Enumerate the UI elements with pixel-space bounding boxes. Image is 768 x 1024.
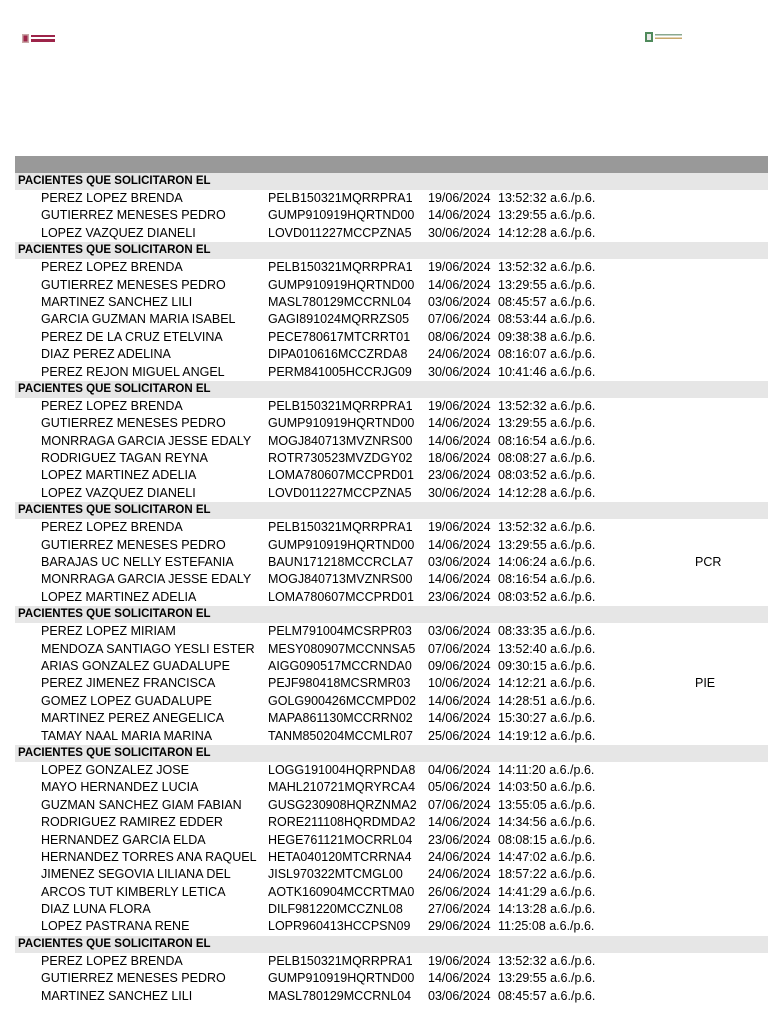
request-date: 18/06/2024: [428, 451, 491, 466]
request-date: 30/06/2024: [428, 364, 491, 379]
request-time: 18:57:22 a.6./p.6.: [498, 867, 596, 882]
request-date: 03/06/2024: [428, 294, 491, 309]
patient-name: GUTIERREZ MENESES PEDRO: [41, 971, 226, 986]
request-time: 14:47:02 a.6./p.6.: [498, 849, 596, 864]
table-row: [15, 225, 768, 242]
patient-name: PEREZ DE LA CRUZ ETELVINA: [41, 329, 223, 344]
request-time: 14:28:51 a.6./p.6.: [498, 693, 596, 708]
request-time: 14:34:56 a.6./p.6.: [498, 815, 596, 830]
request-time: 11:25:08 a.6./p.6.: [498, 919, 595, 934]
patient-name: MENDOZA SANTIAGO YESLI ESTER: [41, 641, 255, 656]
request-date: 30/06/2024: [428, 485, 491, 500]
table-row: [15, 710, 768, 727]
request-date: 26/06/2024: [428, 884, 491, 899]
patient-name: PEREZ JIMENEZ FRANCISCA: [41, 676, 216, 691]
request-date: 27/06/2024: [428, 902, 491, 917]
request-date: 10/06/2024: [428, 676, 491, 691]
patient-id: MAHL210721MQRYRCA4: [268, 780, 416, 795]
request-time: 09:38:38 a.6./p.6.: [498, 329, 596, 344]
patient-name: GUTIERREZ MENESES PEDRO: [41, 277, 226, 292]
patient-name: LOPEZ PASTRANA RENE: [41, 919, 190, 934]
patient-name: LOPEZ MARTINEZ ADELIA: [41, 589, 197, 604]
request-time: 08:53:44 a.6./p.6.: [498, 312, 596, 327]
patient-name: PEREZ REJON MIGUEL ANGEL: [41, 364, 225, 379]
patient-id: AOTK160904MCCRTMA0: [268, 884, 415, 899]
patient-id: BAUN171218MCCRCLA7: [268, 555, 414, 570]
table-row: [15, 519, 768, 536]
table-row: [15, 277, 768, 294]
group-header: PACIENTES QUE SOLICITARON EL: [15, 381, 768, 398]
request-date: 14/06/2024: [428, 208, 491, 223]
patient-name: PEREZ LOPEZ BRENDA: [41, 953, 183, 968]
table-row: [15, 190, 768, 207]
table-row: [15, 485, 768, 502]
request-time: 08:16:54 a.6./p.6.: [498, 572, 596, 587]
patient-name: PEREZ LOPEZ MIRIAM: [41, 624, 176, 639]
request-time: 14:41:29 a.6./p.6.: [498, 884, 596, 899]
request-time: 08:03:52 a.6./p.6.: [498, 589, 596, 604]
request-date: 07/06/2024: [428, 641, 491, 656]
patient-id: TANM850204MCCMLR07: [268, 728, 413, 743]
request-date: 19/06/2024: [428, 260, 491, 275]
request-date: 14/06/2024: [428, 693, 491, 708]
table-row: [15, 849, 768, 866]
patient-id: LOMA780607MCCPRD01: [268, 589, 414, 604]
table-row: [15, 779, 768, 796]
table-row: [15, 988, 768, 1005]
patient-id: GUMP910919HQRTND00: [268, 537, 415, 552]
patient-name: MONRRAGA GARCIA JESSE EDALY: [41, 433, 252, 448]
patient-id: PELB150321MQRRPRA1: [268, 953, 413, 968]
request-time: 13:29:55 a.6./p.6.: [498, 537, 596, 552]
request-time: 14:06:24 a.6./p.6.: [498, 555, 596, 570]
table-row: [15, 641, 768, 658]
patient-id: HEGE761121MOCRRL04: [268, 832, 413, 847]
request-date: 14/06/2024: [428, 971, 491, 986]
table-row: [15, 294, 768, 311]
request-date: 03/06/2024: [428, 988, 491, 1003]
table-row: [15, 918, 768, 935]
patient-name: TAMAY NAAL MARIA MARINA: [41, 728, 213, 743]
patient-name: PEREZ LOPEZ BRENDA: [41, 191, 183, 205]
patient-name: GUTIERREZ MENESES PEDRO: [41, 208, 226, 223]
patient-name: BARAJAS UC NELLY ESTEFANIA: [41, 555, 234, 570]
table-row: [15, 329, 768, 346]
patient-id: MAPA861130MCCRRN02: [268, 711, 413, 726]
request-date: 23/06/2024: [428, 832, 491, 847]
request-time: 08:45:57 a.6./p.6.: [498, 988, 596, 1003]
patient-name: PEREZ LOPEZ BRENDA: [41, 260, 183, 275]
table-row: [15, 207, 768, 224]
request-time: 14:12:28 a.6./p.6.: [498, 225, 596, 240]
patient-name: GUTIERREZ MENESES PEDRO: [41, 416, 226, 431]
table-row: [15, 675, 768, 692]
patient-id: LOMA780607MCCPRD01: [268, 468, 414, 483]
request-date: 19/06/2024: [428, 398, 491, 413]
patient-name: LOPEZ GONZALEZ JOSE: [41, 762, 189, 777]
table-row: [15, 814, 768, 831]
request-time: 08:08:27 a.6./p.6.: [498, 451, 596, 466]
patient-id: MESY080907MCCNNSA5: [268, 641, 416, 656]
request-time: 13:52:32 a.6./p.6.: [498, 398, 596, 413]
patient-id: LOVD011227MCCPZNA5: [268, 485, 412, 500]
request-time: 13:29:55 a.6./p.6.: [498, 416, 596, 431]
request-time: 09:30:15 a.6./p.6.: [498, 658, 596, 673]
request-time: 13:29:55 a.6./p.6.: [498, 277, 596, 292]
request-date: 14/06/2024: [428, 416, 491, 431]
patient-name: JIMENEZ SEGOVIA LILIANA DEL: [41, 867, 231, 882]
patient-name: PEREZ LOPEZ BRENDA: [41, 520, 183, 535]
request-date: 19/06/2024: [428, 520, 491, 535]
request-date: 19/06/2024: [428, 191, 491, 205]
group-header: PACIENTES QUE SOLICITARON EL: [15, 606, 768, 623]
request-time: 13:52:40 a.6./p.6.: [498, 641, 596, 656]
request-date: 23/06/2024: [428, 589, 491, 604]
table-row: [15, 953, 768, 970]
patient-id: GUSG230908HQRZNMA2: [268, 797, 417, 812]
request-date: 14/06/2024: [428, 572, 491, 587]
request-time: 13:55:05 a.6./p.6.: [498, 797, 596, 812]
patient-id: DIPA010616MCCZRDA8: [268, 347, 408, 362]
request-date: 29/06/2024: [428, 919, 491, 934]
patient-name: MARTINEZ PEREZ ANEGELICA: [41, 711, 225, 726]
test-tag: PIE: [695, 676, 716, 691]
table-row: [15, 364, 768, 381]
patient-id: DILF981220MCCZNL08: [268, 902, 403, 917]
table-row: [15, 554, 768, 571]
request-time: 08:08:15 a.6./p.6.: [498, 832, 596, 847]
request-date: 24/06/2024: [428, 867, 491, 882]
patient-id: GAGI891024MQRRZS05: [268, 312, 410, 327]
patient-id: PELB150321MQRRPRA1: [268, 191, 413, 205]
request-date: 04/06/2024: [428, 762, 491, 777]
request-date: 24/06/2024: [428, 347, 491, 362]
table-row: [15, 797, 768, 814]
request-time: 13:29:55 a.6./p.6.: [498, 971, 596, 986]
patient-name: HERNANDEZ TORRES ANA RAQUEL: [41, 849, 257, 864]
table-row: [15, 884, 768, 901]
patient-id: LOVD011227MCCPZNA5: [268, 225, 412, 240]
request-time: 14:12:28 a.6./p.6.: [498, 485, 596, 500]
request-time: 08:16:07 a.6./p.6.: [498, 347, 596, 362]
group-header: PACIENTES QUE SOLICITARON EL: [15, 242, 768, 259]
patient-id: ROTR730523MVZDGY02: [268, 451, 413, 466]
test-tag: PCR: [695, 555, 722, 570]
patient-id: MOGJ840713MVZNRS00: [268, 433, 413, 448]
request-date: 14/06/2024: [428, 815, 491, 830]
patient-id: PELB150321MQRRPRA1: [268, 520, 413, 535]
request-time: 13:52:32 a.6./p.6.: [498, 520, 596, 535]
request-date: 03/06/2024: [428, 555, 491, 570]
table-row: [15, 832, 768, 849]
patient-name: GUZMAN SANCHEZ GIAM FABIAN: [41, 797, 242, 812]
patient-name: MAYO HERNANDEZ LUCIA: [41, 780, 199, 795]
patient-name: GARCIA GUZMAN MARIA ISABEL: [41, 312, 236, 327]
patient-name: HERNANDEZ GARCIA ELDA: [41, 832, 206, 847]
government-logo: [22, 31, 56, 42]
request-time: 08:45:57 a.6./p.6.: [498, 294, 596, 309]
group-header: PACIENTES QUE SOLICITARON EL: [15, 502, 768, 519]
request-date: 30/06/2024: [428, 225, 491, 240]
request-time: 10:41:46 a.6./p.6.: [498, 364, 596, 379]
patient-id: PEJF980418MCSRMR03: [268, 676, 411, 691]
request-time: 14:19:12 a.6./p.6.: [498, 728, 596, 743]
patient-id: HETA040120MTCRRNA4: [268, 849, 412, 864]
table-row: [15, 762, 768, 779]
patient-name: DIAZ PEREZ ADELINA: [41, 347, 171, 362]
request-date: 14/06/2024: [428, 433, 491, 448]
patient-id: MOGJ840713MVZNRS00: [268, 572, 413, 587]
patient-id: LOPR960413HCCPSN09: [268, 919, 411, 934]
patient-id: GUMP910919HQRTND00: [268, 277, 415, 292]
patient-id: PELM791004MCSRPR03: [268, 624, 412, 639]
table-row: [15, 398, 768, 415]
request-time: 13:52:32 a.6./p.6.: [498, 260, 596, 275]
table-row: [15, 623, 768, 640]
patient-id: AIGG090517MCCRNDA0: [268, 658, 412, 673]
patient-id: GOLG900426MCCMPD02: [268, 693, 416, 708]
table-row: [15, 346, 768, 363]
table-row: [15, 728, 768, 745]
institution-logo: [645, 30, 683, 42]
table-row: [15, 970, 768, 987]
patient-name: LOPEZ MARTINEZ ADELIA: [41, 468, 197, 483]
table-row: [15, 415, 768, 432]
group-header: PACIENTES QUE SOLICITARON EL: [15, 173, 768, 190]
table-row: [15, 658, 768, 675]
table-row: [15, 866, 768, 883]
patient-id: MASL780129MCCRNL04: [268, 294, 412, 309]
request-time: 14:12:21 a.6./p.6.: [498, 676, 596, 691]
request-date: 14/06/2024: [428, 277, 491, 292]
request-date: 08/06/2024: [428, 329, 491, 344]
request-time: 13:29:55 a.6./p.6.: [498, 208, 596, 223]
table-row: [15, 537, 768, 554]
request-date: 09/06/2024: [428, 658, 491, 673]
request-date: 07/06/2024: [428, 797, 491, 812]
group-header: PACIENTES QUE SOLICITARON EL: [15, 745, 768, 762]
patient-id: PELB150321MQRRPRA1: [268, 260, 413, 275]
table-row: [15, 259, 768, 276]
patient-name: LOPEZ VAZQUEZ DIANELI: [41, 485, 196, 500]
table-row: [15, 589, 768, 606]
patient-id: LOGG191004HQRPNDA8: [268, 762, 416, 777]
patient-id: PECE780617MTCRRT01: [268, 329, 411, 344]
patient-name: LOPEZ VAZQUEZ DIANELI: [41, 225, 196, 240]
patient-name: RODRIGUEZ RAMIREZ EDDER: [41, 815, 223, 830]
request-time: 08:16:54 a.6./p.6.: [498, 433, 596, 448]
patient-name: MARTINEZ SANCHEZ LILI: [41, 988, 193, 1003]
table-row: [15, 311, 768, 328]
request-date: 14/06/2024: [428, 711, 491, 726]
request-time: 14:03:50 a.6./p.6.: [498, 780, 596, 795]
table-row: [15, 467, 768, 484]
patient-id: GUMP910919HQRTND00: [268, 971, 415, 986]
request-date: 25/06/2024: [428, 728, 491, 743]
patient-id: PERM841005HCCRJG09: [268, 364, 412, 379]
patient-id: GUMP910919HQRTND00: [268, 208, 415, 223]
patient-id: JISL970322MTCMGL00: [268, 867, 403, 882]
patient-name: ARIAS GONZALEZ GUADALUPE: [41, 658, 230, 673]
request-time: 08:03:52 a.6./p.6.: [498, 468, 596, 483]
table-row: [15, 450, 768, 467]
table-header-band: [15, 156, 768, 173]
request-date: 19/06/2024: [428, 953, 491, 968]
patient-name: RODRIGUEZ TAGAN REYNA: [41, 451, 208, 466]
patient-name: ARCOS TUT KIMBERLY LETICA: [41, 884, 226, 899]
request-time: 13:52:32 a.6./p.6.: [498, 953, 596, 968]
request-date: 07/06/2024: [428, 312, 491, 327]
table-row: [15, 901, 768, 918]
patient-name: GOMEZ LOPEZ GUADALUPE: [41, 693, 212, 708]
patient-id: PELB150321MQRRPRA1: [268, 398, 413, 413]
group-header: PACIENTES QUE SOLICITARON EL: [15, 936, 768, 953]
request-time: 13:52:32 a.6./p.6.: [498, 191, 596, 205]
patients-table: [15, 173, 768, 1005]
request-time: 15:30:27 a.6./p.6.: [498, 711, 596, 726]
request-time: 14:13:28 a.6./p.6.: [498, 902, 596, 917]
patient-name: PEREZ LOPEZ BRENDA: [41, 398, 183, 413]
patient-id: MASL780129MCCRNL04: [268, 988, 412, 1003]
patient-id: GUMP910919HQRTND00: [268, 416, 415, 431]
table-row: [15, 571, 768, 588]
request-date: 14/06/2024: [428, 537, 491, 552]
request-date: 24/06/2024: [428, 849, 491, 864]
table-row: [15, 693, 768, 710]
patient-name: MONRRAGA GARCIA JESSE EDALY: [41, 572, 252, 587]
patient-id: RORE211108HQRDMDA2: [268, 815, 416, 830]
patient-name: MARTINEZ SANCHEZ LILI: [41, 294, 193, 309]
request-time: 08:33:35 a.6./p.6.: [498, 624, 596, 639]
request-date: 23/06/2024: [428, 468, 491, 483]
table-row: [15, 433, 768, 450]
request-time: 14:11:20 a.6./p.6.: [498, 762, 595, 777]
patient-name: GUTIERREZ MENESES PEDRO: [41, 537, 226, 552]
patient-name: DIAZ LUNA FLORA: [41, 902, 151, 917]
request-date: 05/06/2024: [428, 780, 491, 795]
request-date: 03/06/2024: [428, 624, 491, 639]
